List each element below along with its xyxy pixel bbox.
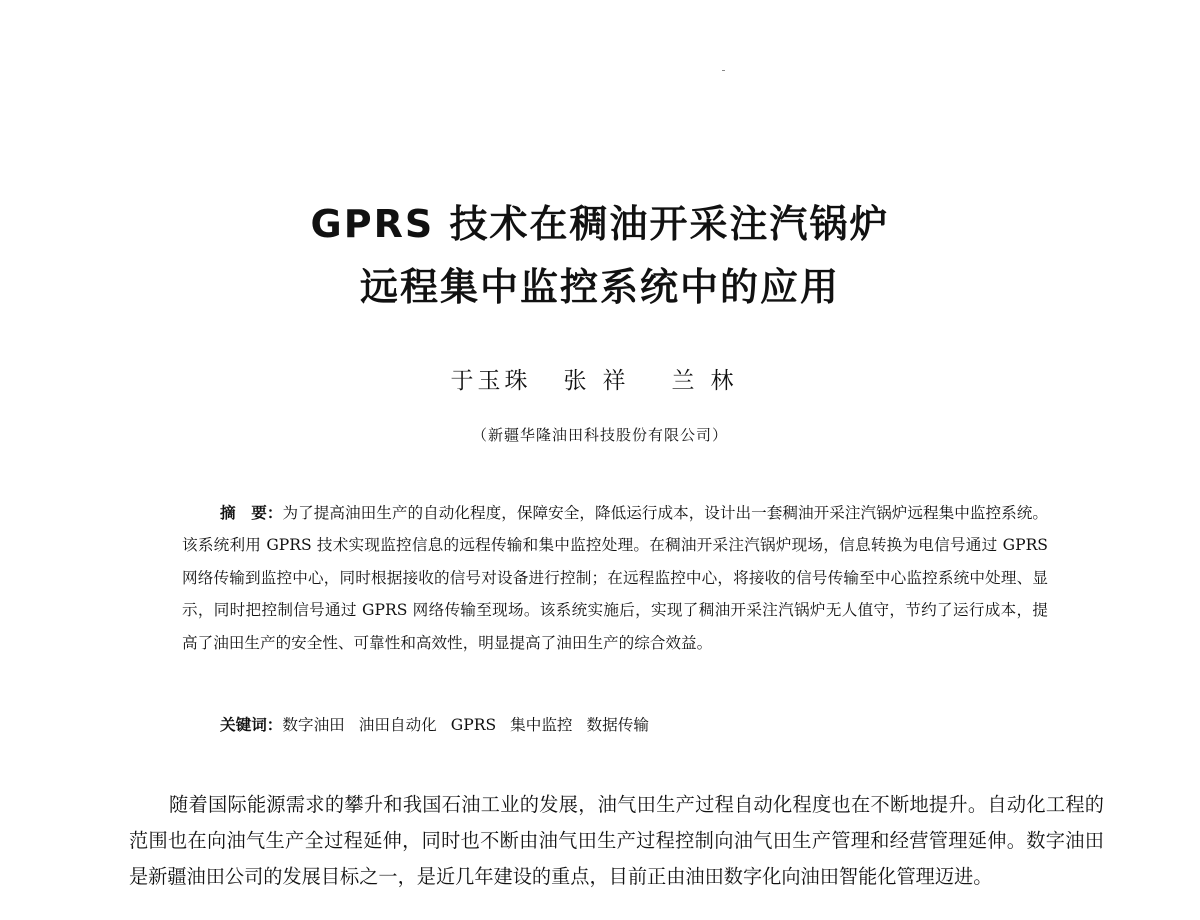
- paper-title-line-2: 远程集中监控系统中的应用: [359, 265, 840, 309]
- keyword: 集中监控: [510, 716, 573, 734]
- affiliation: （新疆华隆油田科技股份有限公司）: [471, 426, 728, 444]
- keywords-label: 关键词：: [220, 716, 283, 734]
- paper-title-line-1: GPRS 技术在稠油开采注汽锅炉: [310, 202, 890, 246]
- keyword: GPRS: [450, 716, 497, 734]
- abstract-label: 摘 要：: [220, 504, 283, 522]
- keyword: 油田自动化: [358, 716, 437, 734]
- author-name: 张祥: [563, 368, 642, 394]
- author-name: 兰林: [671, 368, 750, 394]
- author-list: [0, 370, 1200, 393]
- scan-speck: [722, 70, 725, 71]
- abstract-text: 为了提高油田生产的自动化程度，保障安全，降低运行成本，设计出一套稠油开采注汽锅炉远程集中监控系统。该系统利用 GPRS 技术实现监控信息的远程传输和集中监控处理。在稠油开采注汽锅炉现场，信息转换为电信号通过 GPRS 网络传输到监控中心，同时根据接收的信号对设备进行控制；在远程监控中心，将接收的信号传输至中心监控系统中处理、显示，同时把控制信号通过 GPRS 网络传输至现场。该系统实施后，实现了稠油开采注汽锅炉无人值守，节约了运行成本，提高了油田生产的安全性、可靠性和高效性，明显提高了油田生产的综合效益。: [182, 504, 1048, 652]
- body-paragraph: 随着国际能源需求的攀升和我国石油工业的发展，油气田生产过程自动化程度也在不断地提升。自动化工程的范围也在向油气生产全过程延伸，同时也不断由油气田生产过程控制向油气田生产管理和经营管理延伸。数字油田是新疆油田公司的发展目标之一，是近几年建设的重点，目前正由油田数字化向油田智能化管理迈进。: [129, 793, 1104, 888]
- keyword: 数字油田: [282, 716, 345, 734]
- abstract: [182, 497, 1048, 659]
- keywords-line: [220, 716, 663, 735]
- keyword: 数据传输: [586, 716, 649, 734]
- author-name: 于玉珠: [450, 368, 532, 394]
